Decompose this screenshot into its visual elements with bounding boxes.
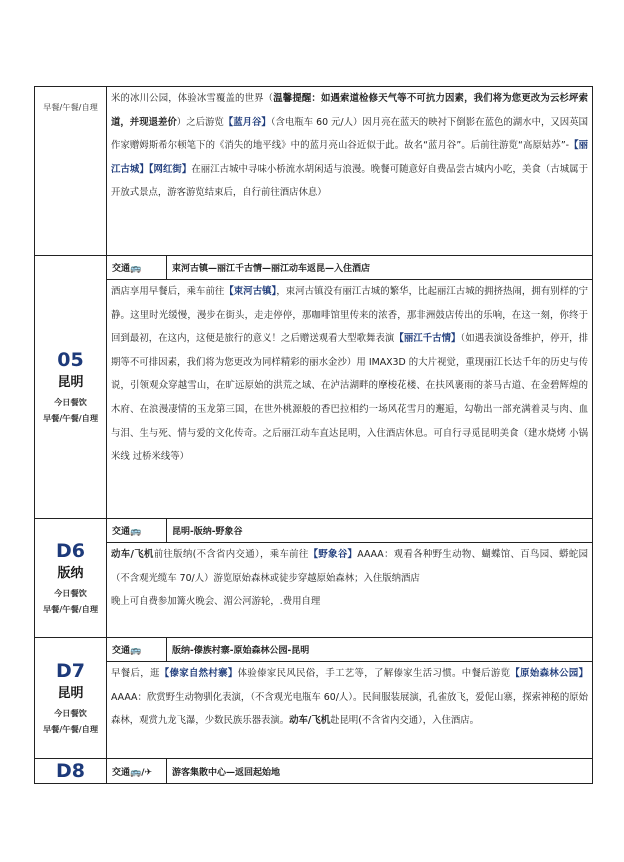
rich-text bbox=[111, 662, 588, 733]
day-city: 昆明 bbox=[57, 686, 84, 701]
day-number: D6 bbox=[56, 540, 85, 562]
day-city: 昆明 bbox=[57, 375, 84, 390]
text-segment: 酒店享用早餐后，乘车前往 bbox=[111, 286, 225, 297]
bold-text: 温馨提醒：如遇索道检修天气等不可抗力因素，我们将为您更改为云杉坪索道，并现退差价 bbox=[111, 93, 588, 128]
rich-text bbox=[111, 87, 588, 205]
highlighted-place: 【束河古镇】 bbox=[224, 286, 277, 297]
day-description bbox=[107, 662, 593, 759]
day-cell bbox=[35, 638, 107, 759]
text-segment: （如遇表演设备维护，停开，排期等不可排因素，我们将为您更改为同样精彩的丽水金沙）用 IMAX3D 的大片视觉，重现丽江长达千年的历史与传说，引领观众穿越雪山，在旷远原始的洪荒之域、在泸沽湖畔的摩梭花楼、在扶风裹雨的茶马古道、在金碧辉煌的木府、在浪漫凄情的玉龙第三国，在世外桃源般的香巴拉相约一场风花雪月的邂逅，勾勒出一部充满着灵与肉、血与泪、生与死、情与爱的文化传奇。之后丽江动车直达昆明，入住酒店休息。可自行寻觅昆明美食（建水烧烤 小锅米线 过桥米线等） bbox=[111, 333, 588, 463]
highlighted-place: 【野象谷】 bbox=[308, 549, 358, 560]
text-segment: 赴昆明(不含省内交通），入住酒店。 bbox=[330, 715, 480, 727]
day-description bbox=[107, 280, 593, 519]
day-content-row bbox=[35, 662, 593, 759]
day-cell bbox=[35, 87, 107, 256]
route-title: 游客集散中心—返回起始地 bbox=[167, 759, 593, 784]
day-content-row bbox=[35, 543, 593, 638]
meals-label: 今日餐饮 bbox=[54, 397, 87, 407]
meals-label: 今日餐饮 bbox=[54, 588, 87, 598]
meals-value: 早餐/午餐/自理 bbox=[42, 413, 99, 423]
transport-label: 交通🚌/✈ bbox=[107, 759, 167, 784]
day-header-row bbox=[35, 759, 593, 784]
bold-text: 动车/飞机 bbox=[111, 549, 154, 560]
text-segment: （含电瓶车 60 元/人）因月亮在蓝天的映衬下倒影在蓝色的湖水中，又因英国作家赠姆斯希尔顿笔下的《消失的地平线》中的蓝月亮山谷近似于此。故名“蓝月谷”。后前往游览“高原姑苏”- bbox=[111, 116, 588, 152]
text-segment: ，束河古镇没有丽江古城的繁华，比起丽江古城的拥挤热闹，拥有别样的宁静。这里时光缓慢，漫步在街头，走走停停，那咖啡馆里传来的浓香，那非洲鼓店传出的乐响，在这一刻，你终于回到最初，在这内，这便是旅行的意义！之后赠送观看大型歌舞表演 bbox=[111, 286, 588, 345]
route-title: 版纳-傣族村寨-原始森林公园-昆明 bbox=[167, 638, 593, 662]
transport-label: 交通🚌 bbox=[107, 638, 167, 662]
highlighted-place: 【蓝月谷】 bbox=[223, 116, 271, 128]
day-cell bbox=[35, 519, 107, 638]
transport-label: 交通🚌 bbox=[107, 256, 167, 280]
day-row-continued bbox=[35, 87, 593, 256]
day-content-row bbox=[35, 280, 593, 519]
day-header-row bbox=[35, 638, 593, 662]
itinerary-page bbox=[34, 86, 592, 784]
rich-text bbox=[111, 280, 588, 469]
transport-label: 交通🚌 bbox=[107, 519, 167, 543]
day-number: D7 bbox=[56, 660, 85, 682]
day-city: 版纳 bbox=[57, 566, 84, 581]
meals-value: 早餐/午餐/自理 bbox=[42, 724, 99, 734]
text-segment: 在丽江古城中寻味小桥流水胡闲适与浪漫。晚餐可随意好自费品尝古城内小吃，美食（古城属于开放式景点，游客游览结束后，自行前往酒店休息） bbox=[111, 163, 588, 199]
meals-label: 今日餐饮 bbox=[54, 708, 87, 718]
text-segment: 米的冰川公园，体验冰雪覆盖的世界（ bbox=[111, 93, 274, 104]
text-segment: 早餐后，逛 bbox=[111, 668, 160, 679]
day-cell bbox=[35, 759, 107, 784]
route-title: 昆明-版纳-野象谷 bbox=[167, 519, 593, 543]
bold-text: 动车/飞机 bbox=[289, 715, 331, 727]
highlighted-place: 【丽江千古情】 bbox=[394, 333, 461, 345]
text-segment: ）之后游览 bbox=[176, 116, 224, 128]
day-description bbox=[107, 543, 593, 638]
meals-value: 早餐/午餐/自理 bbox=[43, 102, 98, 112]
text-segment: 晚上可自费参加篝火晚会、湄公河游轮，.费用自理 bbox=[111, 596, 321, 608]
day-number: D8 bbox=[56, 760, 85, 782]
day-cell bbox=[35, 256, 107, 519]
highlighted-place: 【傣家自然村寨】 bbox=[159, 668, 238, 679]
text-segment: AAAA：观看各种野生动物、蝴蝶馆、百鸟园、蟒蛇园（不含观光缆车 70/人）游览原始森林或徒步穿越原始森林；入住版纳酒店 bbox=[111, 549, 588, 584]
text-segment: 体验傣家民风民俗，手工艺等，了解傣家生活习惯。中餐后游览 bbox=[237, 668, 511, 679]
rich-text bbox=[111, 543, 588, 614]
text-segment: AAAA：欣赏野生动物驯化表演，（不含观光电瓶车 60/人）。民间服装展演，孔雀放飞，爱伲山寨，探索神秘的原始森林，观赏九龙飞瀑，少数民族乐器表演。 bbox=[111, 691, 588, 727]
day-description bbox=[107, 87, 593, 256]
meals-value: 早餐/午餐/自理 bbox=[42, 604, 99, 614]
itinerary-table bbox=[34, 86, 593, 784]
route-title: 束河古镇—丽江千古情—丽江动车返昆—入住酒店 bbox=[167, 256, 593, 280]
day-header-row bbox=[35, 256, 593, 280]
text-segment: 前往版纳(不含省内交通），乘车前往 bbox=[153, 549, 309, 560]
day-number: 05 bbox=[57, 349, 84, 371]
day-header-row bbox=[35, 519, 593, 543]
highlighted-place: 【丽江古城】【网红街】 bbox=[111, 140, 588, 175]
highlighted-place: 【原始森林公园】 bbox=[510, 668, 588, 679]
